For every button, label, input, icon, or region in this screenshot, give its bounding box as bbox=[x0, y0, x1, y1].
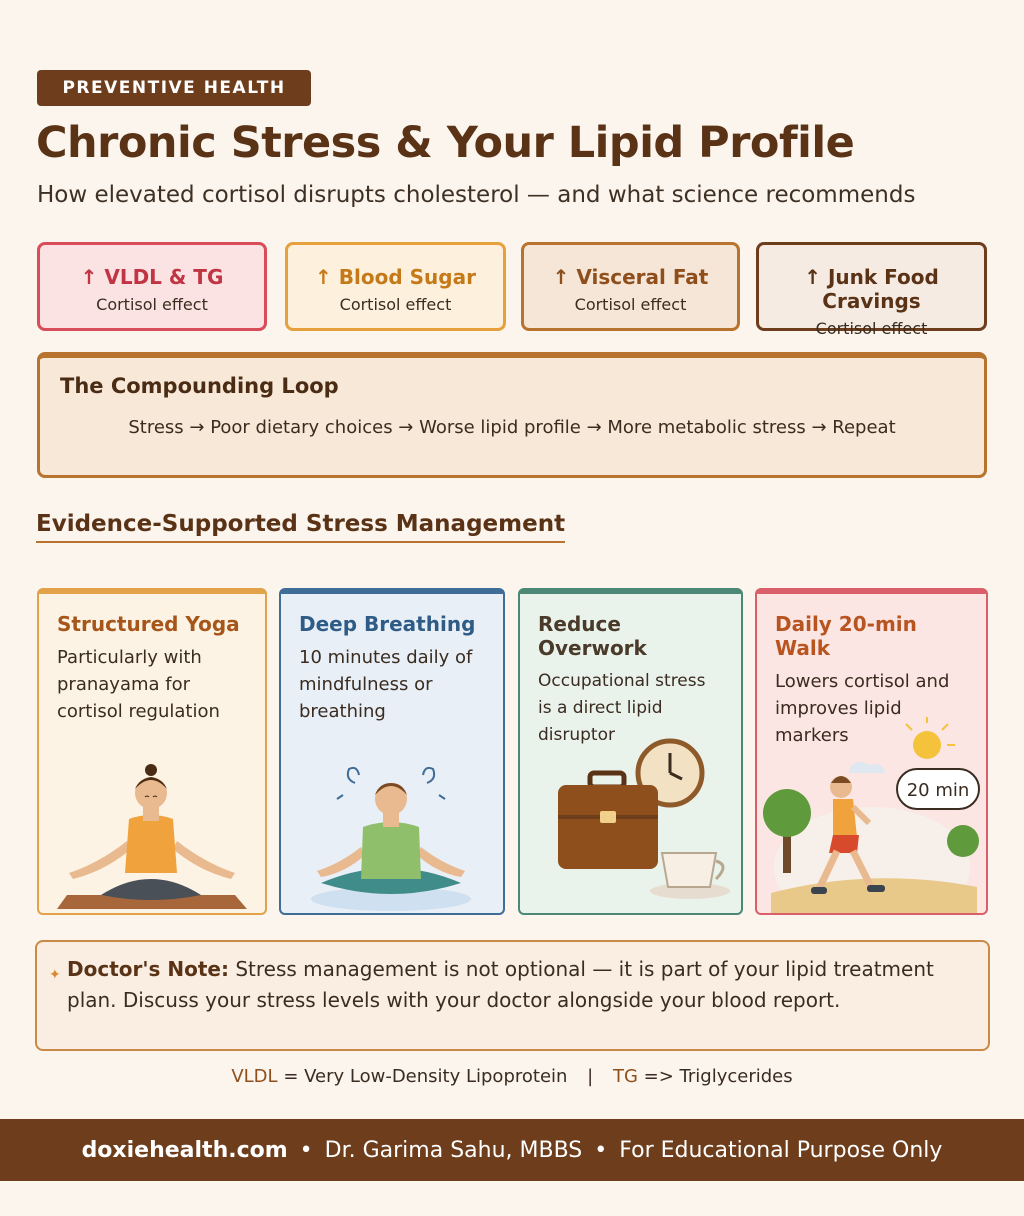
effect-subtitle: Cortisol effect bbox=[339, 295, 452, 314]
effect-title: ↑ Junk Food Cravings bbox=[804, 265, 939, 313]
footer-author: Dr. Garima Sahu, MBBS bbox=[324, 1137, 583, 1163]
card-description: 10 minutes daily of mindfulness or breathing bbox=[299, 647, 473, 722]
card-structured-yoga bbox=[37, 588, 267, 915]
effect-subtitle: Cortisol effect bbox=[815, 319, 928, 338]
loop-body: Stress → Poor dietary choices → Worse lipid profile → More metabolic stress → Repeat bbox=[128, 417, 896, 438]
section-title: Evidence-Supported Stress Management bbox=[36, 511, 565, 543]
walk-badge-text: 20 min bbox=[906, 780, 970, 801]
abbreviation-legend bbox=[0, 1066, 1024, 1087]
page-title: Chronic Stress & Your Lipid Profile bbox=[36, 118, 855, 168]
effect-card-vldl bbox=[37, 242, 267, 331]
card-description: Occupational stress is a direct lipid disruptor bbox=[538, 671, 706, 745]
effect-title: ↑ Visceral Fat bbox=[552, 265, 709, 289]
effect-subtitle: Cortisol effect bbox=[96, 295, 208, 314]
category-tag: PREVENTIVE HEALTH bbox=[37, 70, 311, 106]
loop-title: The Compounding Loop bbox=[60, 374, 339, 398]
card-description: Particularly with pranayama for cortisol regulation bbox=[57, 647, 220, 722]
meditation-icon bbox=[281, 723, 503, 913]
walking-icon bbox=[757, 717, 986, 913]
yoga-icon bbox=[39, 723, 265, 913]
card-title: Deep Breathing bbox=[299, 612, 476, 636]
effect-title: ↑ VLDL & TG bbox=[80, 265, 224, 289]
footer bbox=[0, 1119, 1024, 1181]
footer-dot: • bbox=[594, 1137, 608, 1163]
effect-card-visceral-fat bbox=[521, 242, 740, 331]
compounding-loop-box bbox=[37, 352, 987, 478]
card-title: Daily 20-min Walk bbox=[775, 612, 917, 660]
doctors-note bbox=[35, 940, 990, 1051]
effect-subtitle: Cortisol effect bbox=[574, 295, 687, 314]
page-subtitle: How elevated cortisol disrupts cholesterol — and what science recommends bbox=[37, 182, 916, 208]
briefcase-clock-icon bbox=[520, 723, 741, 913]
card-title: Reduce Overwork bbox=[538, 612, 647, 660]
abbr-tg-value: => Triglycerides bbox=[643, 1066, 793, 1087]
abbr-tg-key: TG bbox=[612, 1066, 638, 1087]
footer-dot: • bbox=[299, 1137, 313, 1163]
note-text: Stress management is not optional — it is part of your lipid treatment plan. Discuss your stress levels with your doctor alongside your blood report. bbox=[67, 957, 934, 1012]
card-description: Lowers cortisol and improves lipid markers bbox=[775, 671, 950, 746]
footer-site[interactable]: doxiehealth.com bbox=[81, 1137, 288, 1163]
card-daily-walk bbox=[755, 588, 988, 915]
effect-card-junk-food bbox=[756, 242, 987, 338]
card-title: Structured Yoga bbox=[57, 612, 240, 636]
card-deep-breathing bbox=[279, 588, 505, 915]
sparkle-icon: ✦ bbox=[49, 967, 61, 983]
card-reduce-overwork bbox=[518, 588, 743, 915]
footer-disclaimer: For Educational Purpose Only bbox=[619, 1137, 943, 1163]
effect-title: ↑ Blood Sugar bbox=[315, 265, 476, 289]
abbr-separator: | bbox=[587, 1066, 594, 1087]
effect-card-blood-sugar bbox=[285, 242, 506, 331]
note-label: Doctor's Note: bbox=[67, 957, 229, 981]
abbr-vldl-value: = Very Low-Density Lipoprotein bbox=[283, 1066, 568, 1087]
abbr-vldl-key: VLDL bbox=[231, 1066, 278, 1087]
